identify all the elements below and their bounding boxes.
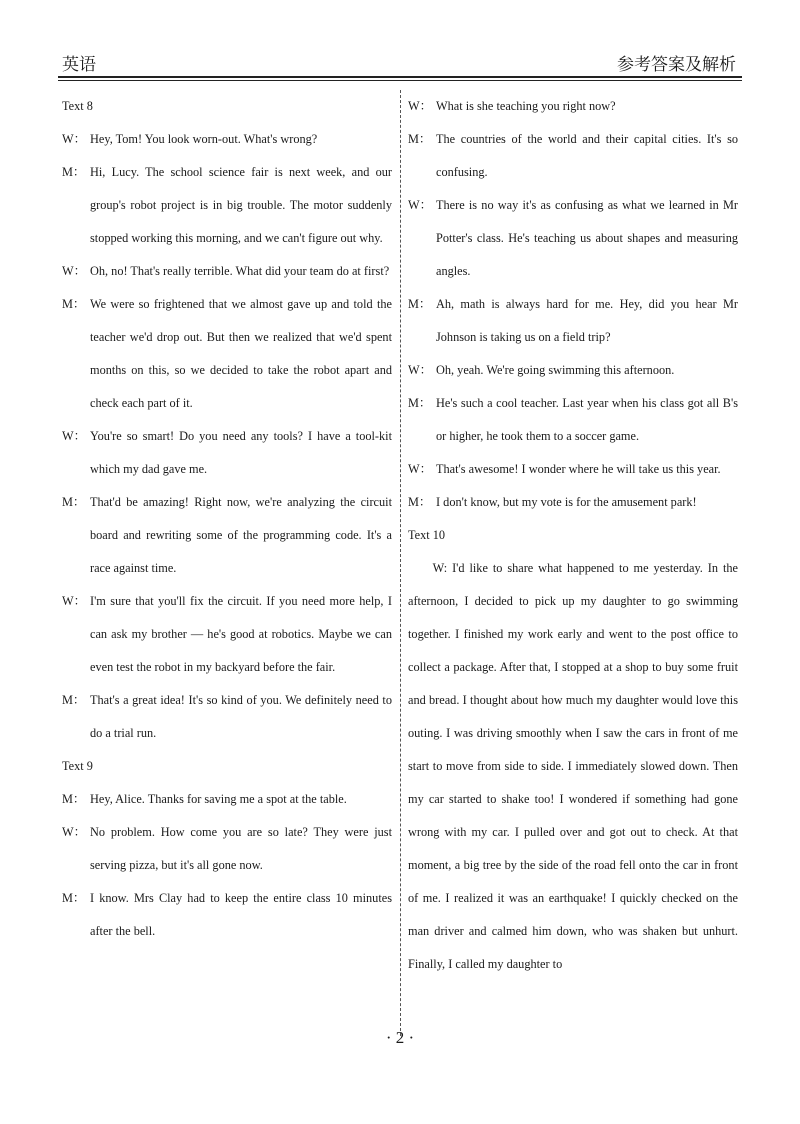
text-heading: Text 10 bbox=[408, 528, 446, 542]
speaker-label: W： bbox=[408, 99, 432, 113]
dialogue-line bbox=[62, 123, 392, 156]
speaker-label: M： bbox=[408, 297, 432, 311]
dialogue-line bbox=[62, 420, 392, 486]
text-heading: Text 8 bbox=[62, 99, 93, 113]
dialogue-line bbox=[62, 882, 392, 948]
left-column bbox=[62, 90, 392, 948]
dialogue-line bbox=[62, 255, 392, 288]
dialogue-text: I'm sure that you'll fix the circuit. If you need more help, I can ask my brother — he's good at robotics. Maybe we can even test the robot in my backyard before the fair. bbox=[90, 594, 392, 674]
dialogue-text: There is no way it's as confusing as what we learned in Mr Potter's class. He's teaching us about shapes and measuring angles. bbox=[436, 198, 738, 278]
dialogue-text: He's such a cool teacher. Last year when his class got all B's or higher, he took them to a soccer game. bbox=[436, 396, 738, 443]
dialogue-text: We were so frightened that we almost gave up and told the teacher we'd drop out. But then we realized that we'd spent months on this, so we decided to take the robot apart and check each part of it. bbox=[90, 297, 392, 410]
speaker-label: W： bbox=[62, 594, 86, 608]
dialogue-text: You're so smart! Do you need any tools? I have a tool-kit which my dad gave me. bbox=[90, 429, 392, 476]
dialogue-line bbox=[62, 684, 392, 750]
dialogue-line bbox=[408, 90, 738, 123]
dialogue-line bbox=[408, 288, 738, 354]
dialogue-text: Ah, math is always hard for me. Hey, did you hear Mr Johnson is taking us on a field trip? bbox=[436, 297, 738, 344]
dialogue-text: What is she teaching you right now? bbox=[436, 99, 616, 113]
dialogue-line bbox=[62, 783, 392, 816]
dialogue-line bbox=[408, 189, 738, 288]
dialogue-text: That'd be amazing! Right now, we're analyzing the circuit board and rewriting some of the programming code. It's a race against time. bbox=[90, 495, 392, 575]
speaker-label: M： bbox=[408, 132, 432, 146]
dialogue-text: That's awesome! I wonder where he will take us this year. bbox=[436, 462, 721, 476]
dialogue-line bbox=[408, 453, 738, 486]
speaker-label: M： bbox=[408, 396, 432, 410]
dialogue-text: The countries of the world and their capital cities. It's so confusing. bbox=[436, 132, 738, 179]
column-divider bbox=[400, 90, 401, 1036]
dialogue-text: That's a great idea! It's so kind of you. We definitely need to do a trial run. bbox=[90, 693, 392, 740]
speaker-label: W： bbox=[62, 825, 86, 839]
right-column bbox=[408, 90, 738, 981]
dialogue-text: Oh, yeah. We're going swimming this afternoon. bbox=[436, 363, 675, 377]
speaker-label: M： bbox=[408, 495, 432, 509]
speaker-label: M： bbox=[62, 165, 86, 179]
dialogue-text: Oh, no! That's really terrible. What did your team do at first? bbox=[90, 264, 390, 278]
dialogue-line bbox=[408, 387, 738, 453]
dialogue-line bbox=[408, 354, 738, 387]
dialogue-text: I know. Mrs Clay had to keep the entire class 10 minutes after the bell. bbox=[90, 891, 392, 938]
speaker-label: W： bbox=[408, 198, 432, 212]
section-title: 参考答案及解析 bbox=[617, 55, 736, 74]
speaker-label: W： bbox=[62, 264, 86, 278]
speaker-label: M： bbox=[62, 297, 86, 311]
header-rule bbox=[58, 76, 742, 78]
dialogue-text: No problem. How come you are so late? They were just serving pizza, but it's all gone now. bbox=[90, 825, 392, 872]
dialogue-text: I don't know, but my vote is for the amusement park! bbox=[436, 495, 697, 509]
subject-title: 英语 bbox=[62, 55, 96, 74]
speaker-label: W： bbox=[408, 462, 432, 476]
speaker-label: M： bbox=[62, 693, 86, 707]
page-number: · 2 · bbox=[385, 1028, 415, 1047]
monologue-paragraph: W: I'd like to share what happened to me yesterday. In the afternoon, I decided to pick up my daughter to go swimming together. I finished my work early and went to the post office to collect a package. After that, I stopped at a shop to buy some fruit and bread. I thought about how much my daughter would love this outing. I was driving smoothly when I saw the cars in front of me start to move from side to side. I immediately slowed down. Then my car started to shake too! I wondered if something had gone wrong with my car. I pulled over and got out to check. At that moment, a big tree by the side of the road fell onto the car in front of me. I realized it was an earthquake! I quickly checked on the man driver and calmed him down, who was shaken but unhurt. Finally, I called my daughter to bbox=[408, 561, 738, 971]
dialogue-text: Hi, Lucy. The school science fair is next week, and our group's robot project is in big trouble. The motor suddenly stopped working this morning, and we can't figure out why. bbox=[90, 165, 392, 245]
speaker-label: M： bbox=[62, 792, 86, 806]
speaker-label: M： bbox=[62, 891, 86, 905]
speaker-label: W： bbox=[62, 132, 86, 146]
header-rule-thin bbox=[58, 80, 742, 81]
dialogue-line bbox=[62, 486, 392, 585]
dialogue-text: Hey, Tom! You look worn-out. What's wrong? bbox=[90, 132, 318, 146]
dialogue-line bbox=[62, 816, 392, 882]
dialogue-line bbox=[408, 486, 738, 519]
dialogue-line bbox=[62, 585, 392, 684]
dialogue-line bbox=[62, 288, 392, 420]
speaker-label: M： bbox=[62, 495, 86, 509]
speaker-label: W： bbox=[62, 429, 86, 443]
speaker-label: W： bbox=[408, 363, 432, 377]
dialogue-text: Hey, Alice. Thanks for saving me a spot at the table. bbox=[90, 792, 347, 806]
dialogue-line bbox=[408, 123, 738, 189]
text-heading: Text 9 bbox=[62, 759, 93, 773]
dialogue-line bbox=[62, 156, 392, 255]
